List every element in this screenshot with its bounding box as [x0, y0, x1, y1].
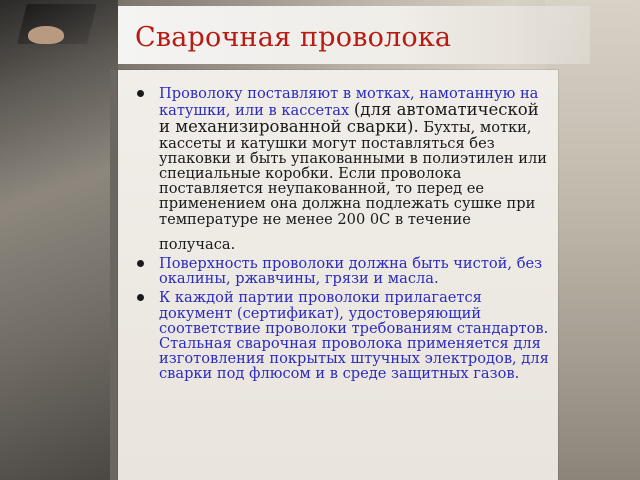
- slide-title: Сварочная проволока: [135, 22, 452, 53]
- bullet-item: [137, 256, 549, 286]
- bullet-dot-icon: [137, 260, 144, 267]
- bullet-text-emphasis: (для автоматической и механизированной сварки).: [159, 100, 539, 137]
- bullet-dot-icon: [137, 90, 144, 97]
- bullet-item: [137, 86, 549, 252]
- bullet-dot-icon: [137, 294, 144, 301]
- bullet-text-highlight: Проволоку поставляют в мотках, намотанную на катушки, или в кассетах: [159, 85, 539, 120]
- background-photo-right: [545, 0, 640, 480]
- bullet-list: [137, 86, 549, 386]
- panel-left-strip: [110, 70, 118, 480]
- bullet-item: [137, 290, 549, 381]
- bullet-text: Поверхность проволоки должна быть чистой, без окалины, ржавчины, грязи и масла.: [159, 255, 543, 288]
- bullet-text-tail: получаса.: [159, 235, 236, 253]
- bullet-text: Бухты, мотки, кассеты и катушки могут поставляться без упаковки и быть упакованными в полиэтилен или специальные коробки. Если проволока поставляется неупакованной, то перед ее применением она должна подлежать сушке при температуре не менее 200 0С в течение: [159, 119, 548, 228]
- hand-image: [28, 26, 64, 44]
- bullet-text: К каждой партии проволоки прилагается документ (сертификат), удостоверяющий соответствие проволоки требованиям стандартов. Стальная сварочная проволока применяется для изготовления покрытых штучных электродов, для сварки под флюсом и в среде защитных газов.: [159, 289, 549, 383]
- background-photo-left: [0, 0, 118, 480]
